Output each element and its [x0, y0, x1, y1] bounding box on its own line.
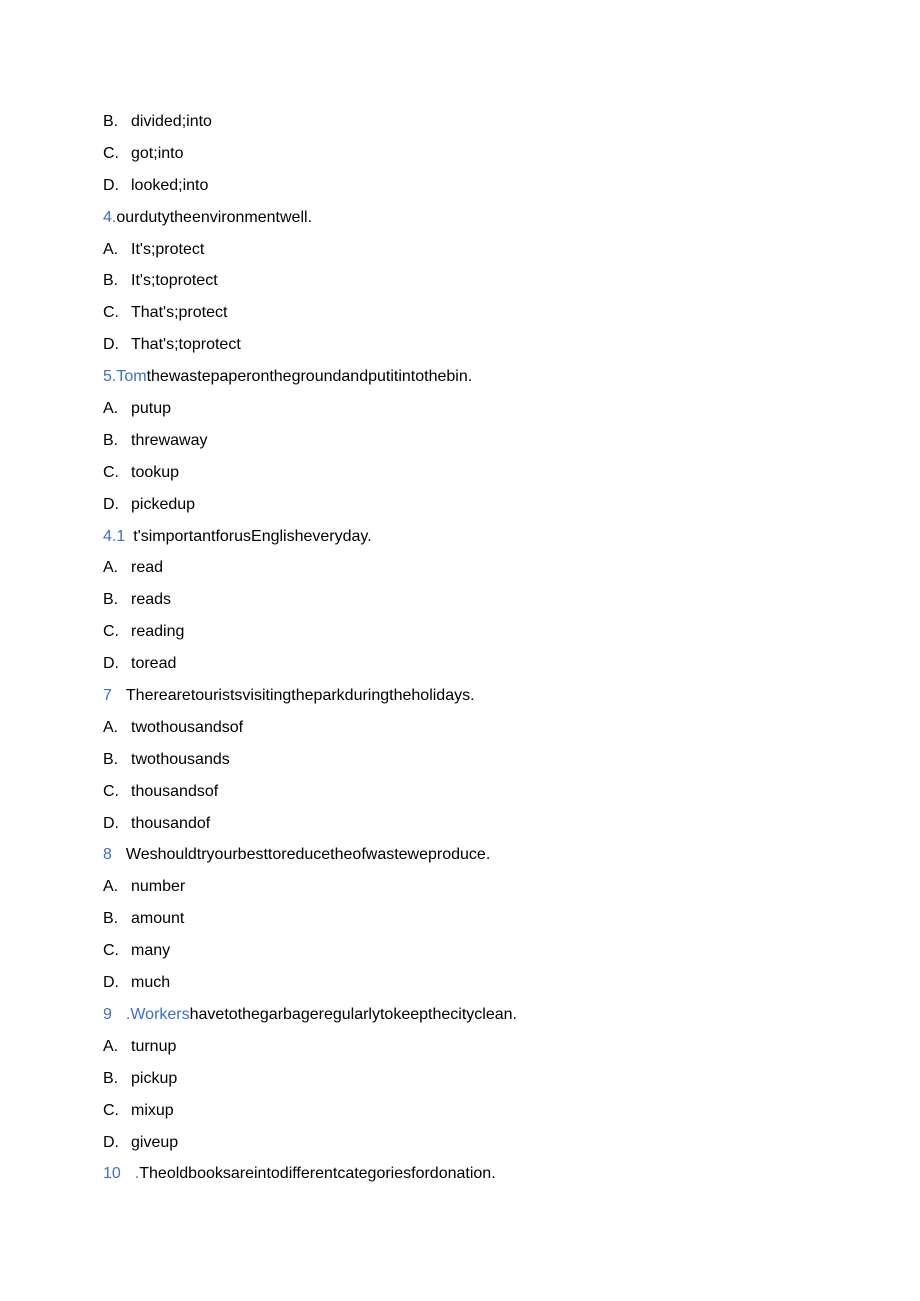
question-stem: [103, 521, 863, 553]
option-row: [103, 106, 863, 138]
option-letter: C.: [103, 942, 119, 960]
question-text: havetothegarbageregularlytokeepthecityclean.: [189, 1005, 517, 1023]
option-letter: A.: [103, 559, 119, 577]
option-row: [103, 170, 863, 202]
option-letter: B.: [103, 1069, 119, 1087]
option-text: giveup: [131, 1133, 179, 1151]
question-stem: [103, 680, 863, 712]
question-number: 4.: [103, 208, 117, 226]
option-letter: D.: [103, 655, 119, 673]
option-row: [103, 138, 863, 170]
question-text: ourdutytheenvironmentwell.: [116, 208, 313, 226]
option-text: twothousands: [131, 750, 230, 768]
option-text: twothousandsof: [131, 718, 244, 736]
option-letter: C.: [103, 463, 119, 481]
option-letter: D.: [103, 814, 119, 832]
question-text: t'simportantforusEnglisheveryday.: [133, 527, 372, 545]
option-row: [103, 1031, 863, 1063]
option-row: [103, 393, 863, 425]
option-row: [103, 1127, 863, 1159]
question-text-highlight: Tom: [116, 368, 147, 386]
option-text: toread: [131, 655, 177, 673]
question-text: Weshouldtryourbesttoreducetheofwasteweproduce.: [125, 846, 491, 864]
question-stem: [103, 839, 863, 871]
option-letter: C.: [103, 144, 119, 162]
option-text: divided;into: [131, 113, 212, 130]
question-stem: [103, 999, 863, 1031]
option-text: reading: [131, 623, 185, 641]
option-letter: A.: [103, 240, 119, 258]
option-text: pickedup: [131, 495, 196, 513]
question-number: 10: [103, 1165, 121, 1183]
question-number: 8: [103, 846, 112, 864]
option-letter: C.: [103, 304, 119, 322]
option-row: [103, 648, 863, 680]
question-stem: [103, 1158, 863, 1190]
question-text-highlight: .: [134, 1165, 140, 1183]
option-letter: A.: [103, 718, 119, 736]
option-letter: D.: [103, 974, 119, 992]
option-text: turnup: [131, 1037, 177, 1055]
option-row: [103, 808, 863, 840]
option-text: pickup: [131, 1069, 178, 1087]
option-text: amount: [131, 910, 185, 928]
option-row: [103, 903, 863, 935]
question-text: Theoldbooksareintodifferentcategoriesfordonation.: [139, 1165, 496, 1183]
option-text: tookup: [131, 463, 180, 481]
option-letter: B.: [103, 431, 119, 449]
option-text: That's;toprotect: [131, 336, 241, 354]
option-row: [103, 425, 863, 457]
option-letter: B.: [103, 113, 119, 130]
option-text: read: [131, 559, 164, 577]
option-row: [103, 265, 863, 297]
option-row: [103, 457, 863, 489]
option-text: mixup: [131, 1101, 174, 1119]
question-stem: [103, 202, 863, 234]
option-row: [103, 1095, 863, 1127]
option-text: much: [131, 974, 171, 992]
option-text: putup: [131, 400, 172, 418]
option-letter: A.: [103, 878, 119, 896]
option-row: [103, 616, 863, 648]
worksheet-page: [103, 106, 863, 1190]
option-letter: C.: [103, 1101, 119, 1119]
option-text: threwaway: [131, 431, 208, 449]
option-row: [103, 489, 863, 521]
option-text: many: [131, 942, 171, 960]
option-letter: C.: [103, 782, 119, 800]
question-number: 5.: [103, 368, 117, 386]
option-letter: D.: [103, 176, 119, 194]
option-text: looked;into: [131, 176, 209, 194]
option-text: It's;protect: [131, 240, 205, 258]
option-text: That's;protect: [131, 304, 228, 322]
option-row: [103, 234, 863, 266]
option-letter: D.: [103, 336, 119, 354]
option-text: reads: [131, 591, 172, 609]
question-number: 7: [103, 687, 112, 705]
option-letter: C.: [103, 623, 119, 641]
option-letter: D.: [103, 1133, 119, 1151]
option-row: [103, 1063, 863, 1095]
option-row: [103, 871, 863, 903]
option-text: thousandof: [131, 814, 211, 832]
option-row: [103, 776, 863, 808]
option-letter: B.: [103, 591, 119, 609]
question-number: 9: [103, 1005, 112, 1023]
option-text: It's;toprotect: [131, 272, 218, 290]
question-stem: [103, 361, 863, 393]
question-text-highlight: .Workers: [125, 1005, 190, 1023]
option-row: [103, 329, 863, 361]
option-text: number: [131, 878, 186, 896]
option-row: [103, 935, 863, 967]
option-text: got;into: [131, 144, 184, 162]
option-letter: B.: [103, 750, 119, 768]
question-text: thewastepaperonthegroundandputitintothebin.: [146, 368, 473, 386]
option-letter: B.: [103, 910, 119, 928]
option-text: thousandsof: [131, 782, 219, 800]
option-row: [103, 552, 863, 584]
option-row: [103, 744, 863, 776]
option-row: [103, 967, 863, 999]
option-row: [103, 297, 863, 329]
question-number: 4.1: [103, 527, 126, 545]
option-row: [103, 712, 863, 744]
option-letter: A.: [103, 400, 119, 418]
option-letter: B.: [103, 272, 119, 290]
option-letter: A.: [103, 1037, 119, 1055]
question-text: Therearetouristsvisitingtheparkduringtheholidays.: [125, 687, 475, 705]
option-letter: D.: [103, 495, 119, 513]
option-row: [103, 584, 863, 616]
